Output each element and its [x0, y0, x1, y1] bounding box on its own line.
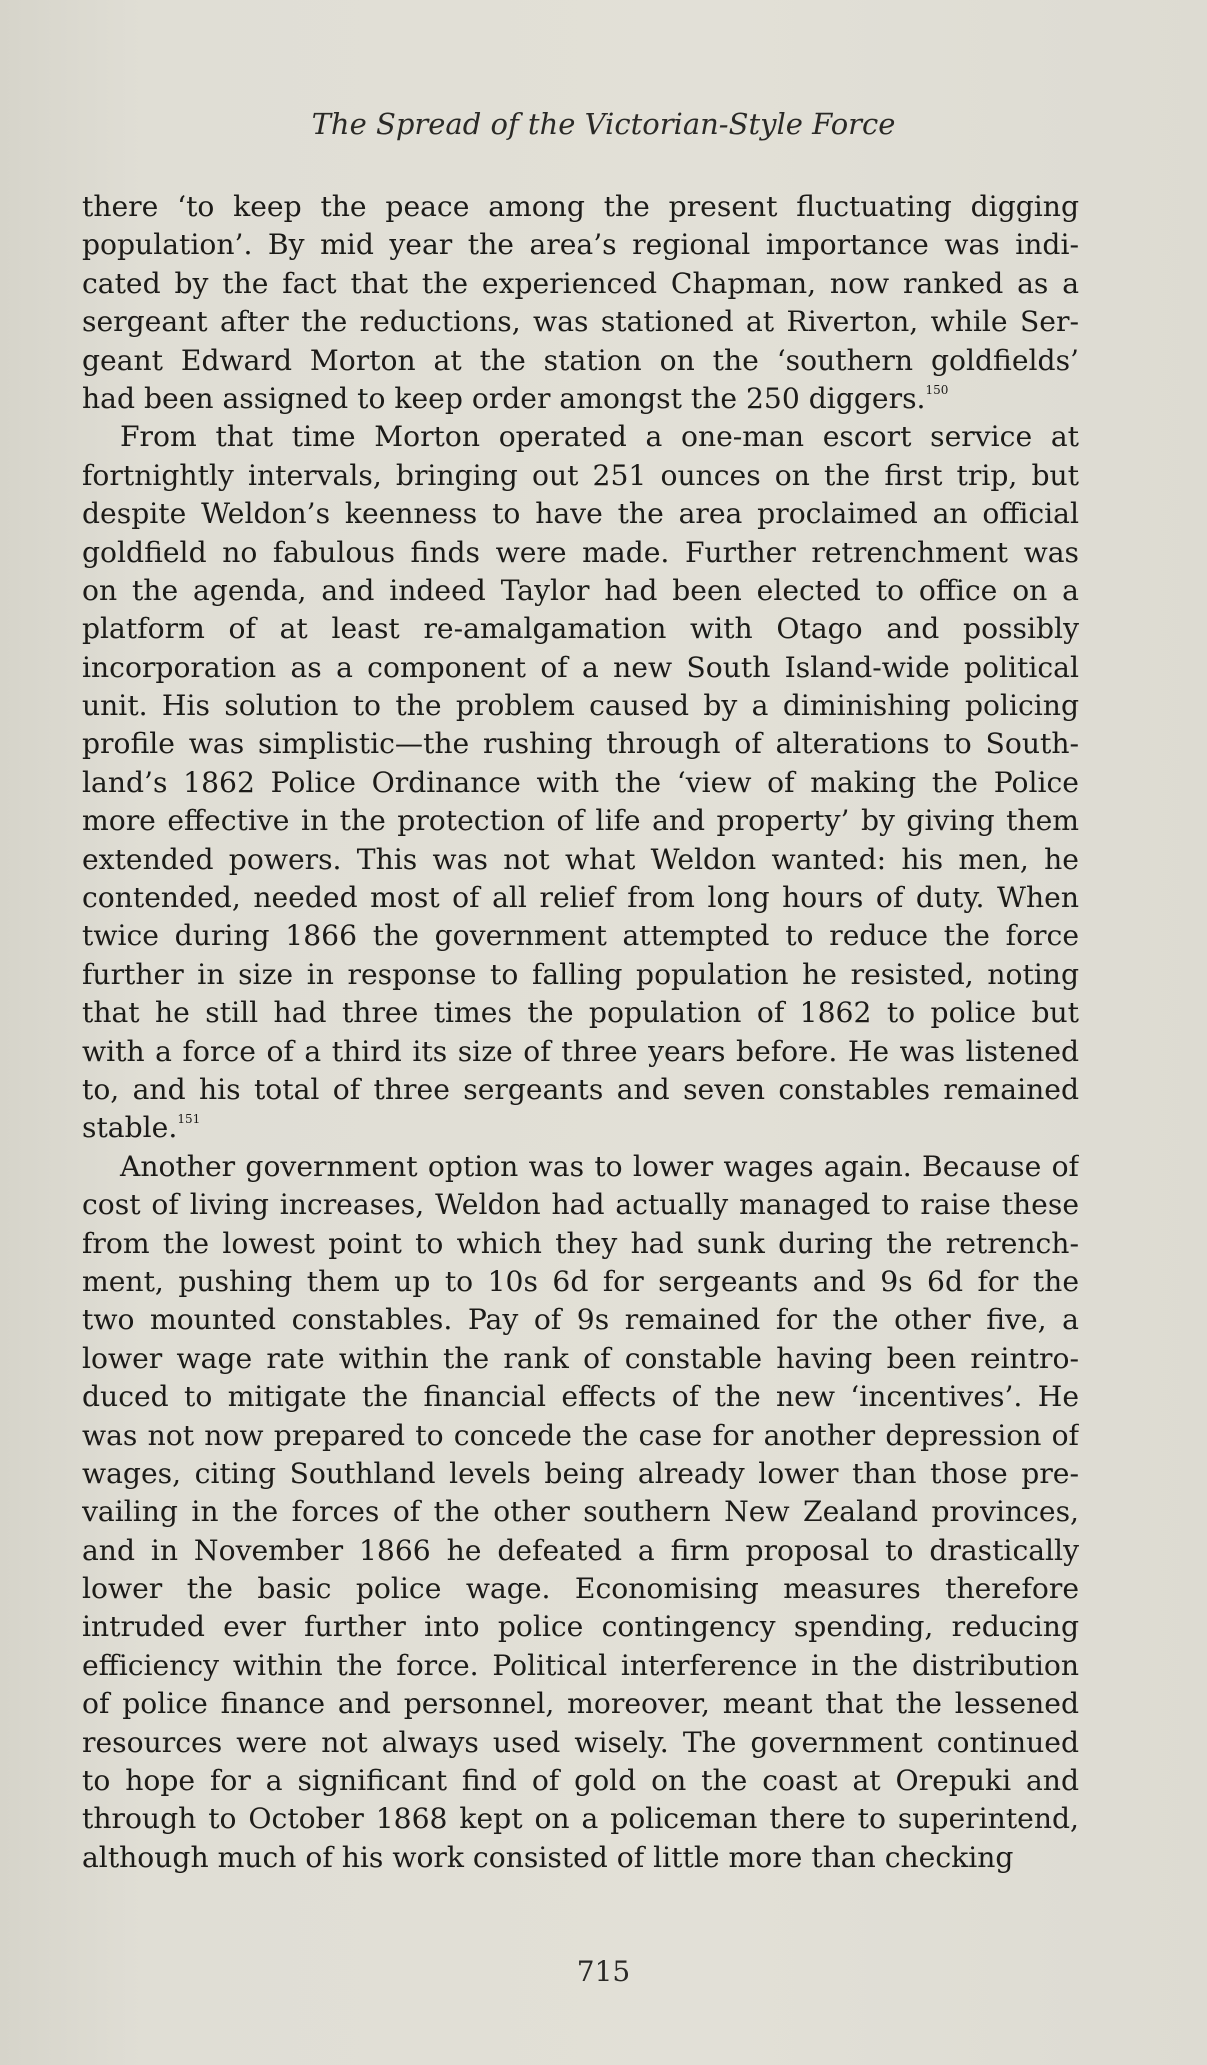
text-line	[82, 1532, 1079, 1570]
text-line	[82, 1800, 1079, 1838]
text-line	[82, 1493, 1079, 1531]
text-line	[82, 994, 1079, 1032]
line-text: to, and his total of three sergeants and seven constables remained	[82, 1072, 1079, 1106]
line-text: through to October 1868 kept on a policeman there to superintend,	[82, 1802, 1079, 1836]
line-text: unit. His solution to the problem caused by a diminishing policing	[82, 689, 1079, 723]
text-line	[82, 879, 1079, 917]
line-text: Another government option was to lower wages again. Because of	[120, 1149, 1079, 1183]
text-line	[82, 1109, 1079, 1147]
line-text: twice during 1866 the government attempted to reduce the force	[82, 919, 1079, 953]
text-line	[82, 495, 1079, 533]
line-text: efficiency within the force. Political interference in the distribution	[82, 1648, 1079, 1682]
paragraph	[82, 188, 1079, 418]
text-line	[82, 1033, 1079, 1071]
line-text: lower the basic police wage. Economising measures therefore	[82, 1572, 1079, 1606]
line-text: profile was simplistic—the rushing through of alterations to South-	[82, 727, 1079, 761]
line-text: geant Edward Morton at the station on the ‘southern goldfields’	[82, 343, 1079, 377]
text-line	[82, 1186, 1079, 1224]
line-text: two mounted constables. Pay of 9s remained for the other five, a	[82, 1303, 1079, 1337]
line-text: with a force of a third its size of three years before. He was listened	[82, 1034, 1079, 1068]
text-line	[82, 342, 1079, 380]
text-line	[82, 534, 1079, 572]
line-text: cost of living increases, Weldon had actually managed to raise these	[82, 1188, 1079, 1222]
line-text: goldfield no fabulous finds were made. Further retrenchment was	[82, 535, 1079, 569]
text-line	[82, 226, 1079, 264]
text-line	[82, 188, 1079, 226]
line-text: despite Weldon’s keenness to have the area proclaimed an official	[82, 497, 1079, 531]
text-line	[82, 725, 1079, 763]
text-line	[82, 1378, 1079, 1416]
line-text: population’. By mid year the area’s regional importance was indi-	[82, 228, 1079, 262]
line-text: intruded ever further into police contingency spending, reducing	[82, 1610, 1079, 1644]
line-text: land’s 1862 Police Ordinance with the ‘view of making the Police	[82, 765, 1079, 799]
paragraph	[82, 1148, 1079, 1877]
line-text: on the agenda, and indeed Taylor had been elected to office on a	[82, 573, 1079, 607]
text-line	[82, 1071, 1079, 1109]
line-text: vailing in the forces of the other southern New Zealand provinces,	[82, 1495, 1079, 1529]
line-text: was not now prepared to concede the case for another depression of	[82, 1418, 1079, 1452]
line-text: and in November 1866 he defeated a firm proposal to drastically	[82, 1533, 1079, 1567]
text-line	[82, 764, 1079, 802]
text-line	[82, 1340, 1079, 1378]
text-line	[82, 572, 1079, 610]
line-text: there ‘to keep the peace among the present fluctuating digging	[82, 190, 1079, 223]
text-line	[82, 1225, 1079, 1263]
text-line	[82, 841, 1079, 879]
line-text: incorporation as a component of a new South Island-wide political	[82, 650, 1079, 684]
footnote-marker[interactable]: 151	[177, 1112, 201, 1127]
line-text: fortnightly intervals, bringing out 251 ounces on the first trip, but	[82, 458, 1079, 492]
text-line	[82, 649, 1079, 687]
text-line	[82, 457, 1079, 495]
line-text: of police finance and personnel, moreover, meant that the lessened	[82, 1687, 1079, 1721]
line-text: stable.	[82, 1111, 178, 1145]
line-text: had been assigned to keep order amongst the 250 diggers.	[82, 381, 926, 415]
text-line	[82, 1263, 1079, 1301]
line-text: duced to mitigate the financial effects of the new ‘incentives’. He	[82, 1380, 1079, 1414]
text-line	[82, 1685, 1079, 1723]
text-line	[82, 1608, 1079, 1646]
line-text: lower wage rate within the rank of constable having been reintro-	[82, 1341, 1079, 1375]
line-text: sergeant after the reductions, was stationed at Riverton, while Ser-	[82, 305, 1079, 339]
line-text: extended powers. This was not what Weldon wanted: his men, he	[82, 842, 1079, 876]
text-line	[82, 802, 1079, 840]
line-text: resources were not always used wisely. The government continued	[82, 1725, 1079, 1759]
text-line	[82, 1570, 1079, 1608]
line-text: wages, citing Southland levels being already lower than those pre-	[82, 1456, 1079, 1490]
line-text: from the lowest point to which they had sunk during the retrench-	[82, 1226, 1079, 1260]
line-text: From that time Morton operated a one-man escort service at	[120, 420, 1079, 454]
text-line	[82, 1417, 1079, 1455]
line-text: cated by the fact that the experienced Chapman, now ranked as a	[82, 266, 1079, 300]
line-text: ment, pushing them up to 10s 6d for sergeants and 9s 6d for the	[82, 1264, 1079, 1298]
running-head: The Spread of the Victorian-Style Force	[311, 107, 896, 141]
line-text: more effective in the protection of life and property’ by giving them	[82, 804, 1079, 838]
line-text: to hope for a significant find of gold on the coast at Orepuki and	[82, 1764, 1079, 1798]
text-line	[82, 610, 1079, 648]
text-line	[82, 1301, 1079, 1339]
text-line	[82, 1647, 1079, 1685]
text-line	[82, 1839, 1079, 1877]
text-line	[82, 1762, 1079, 1800]
text-line	[82, 1148, 1079, 1186]
text-line	[82, 956, 1079, 994]
line-text: although much of his work consisted of little more than checking	[82, 1840, 1014, 1874]
text-line	[82, 380, 1079, 418]
line-text: further in size in response to falling population he resisted, noting	[82, 957, 1079, 991]
line-text: that he still had three times the population of 1862 to police but	[82, 996, 1079, 1030]
text-line	[82, 1724, 1079, 1762]
paragraph	[82, 418, 1079, 1147]
page-number: 715	[576, 1955, 631, 1988]
body-text	[82, 188, 1079, 1877]
text-line	[82, 917, 1079, 955]
footnote-marker[interactable]: 150	[925, 382, 949, 397]
line-text: contended, needed most of all relief from long hours of duty. When	[82, 881, 1079, 915]
text-line	[82, 303, 1079, 341]
text-line	[82, 1455, 1079, 1493]
text-line	[82, 265, 1079, 303]
text-line	[82, 687, 1079, 725]
line-text: platform of at least re-amalgamation with Otago and possibly	[82, 612, 1079, 646]
text-line	[82, 418, 1079, 456]
